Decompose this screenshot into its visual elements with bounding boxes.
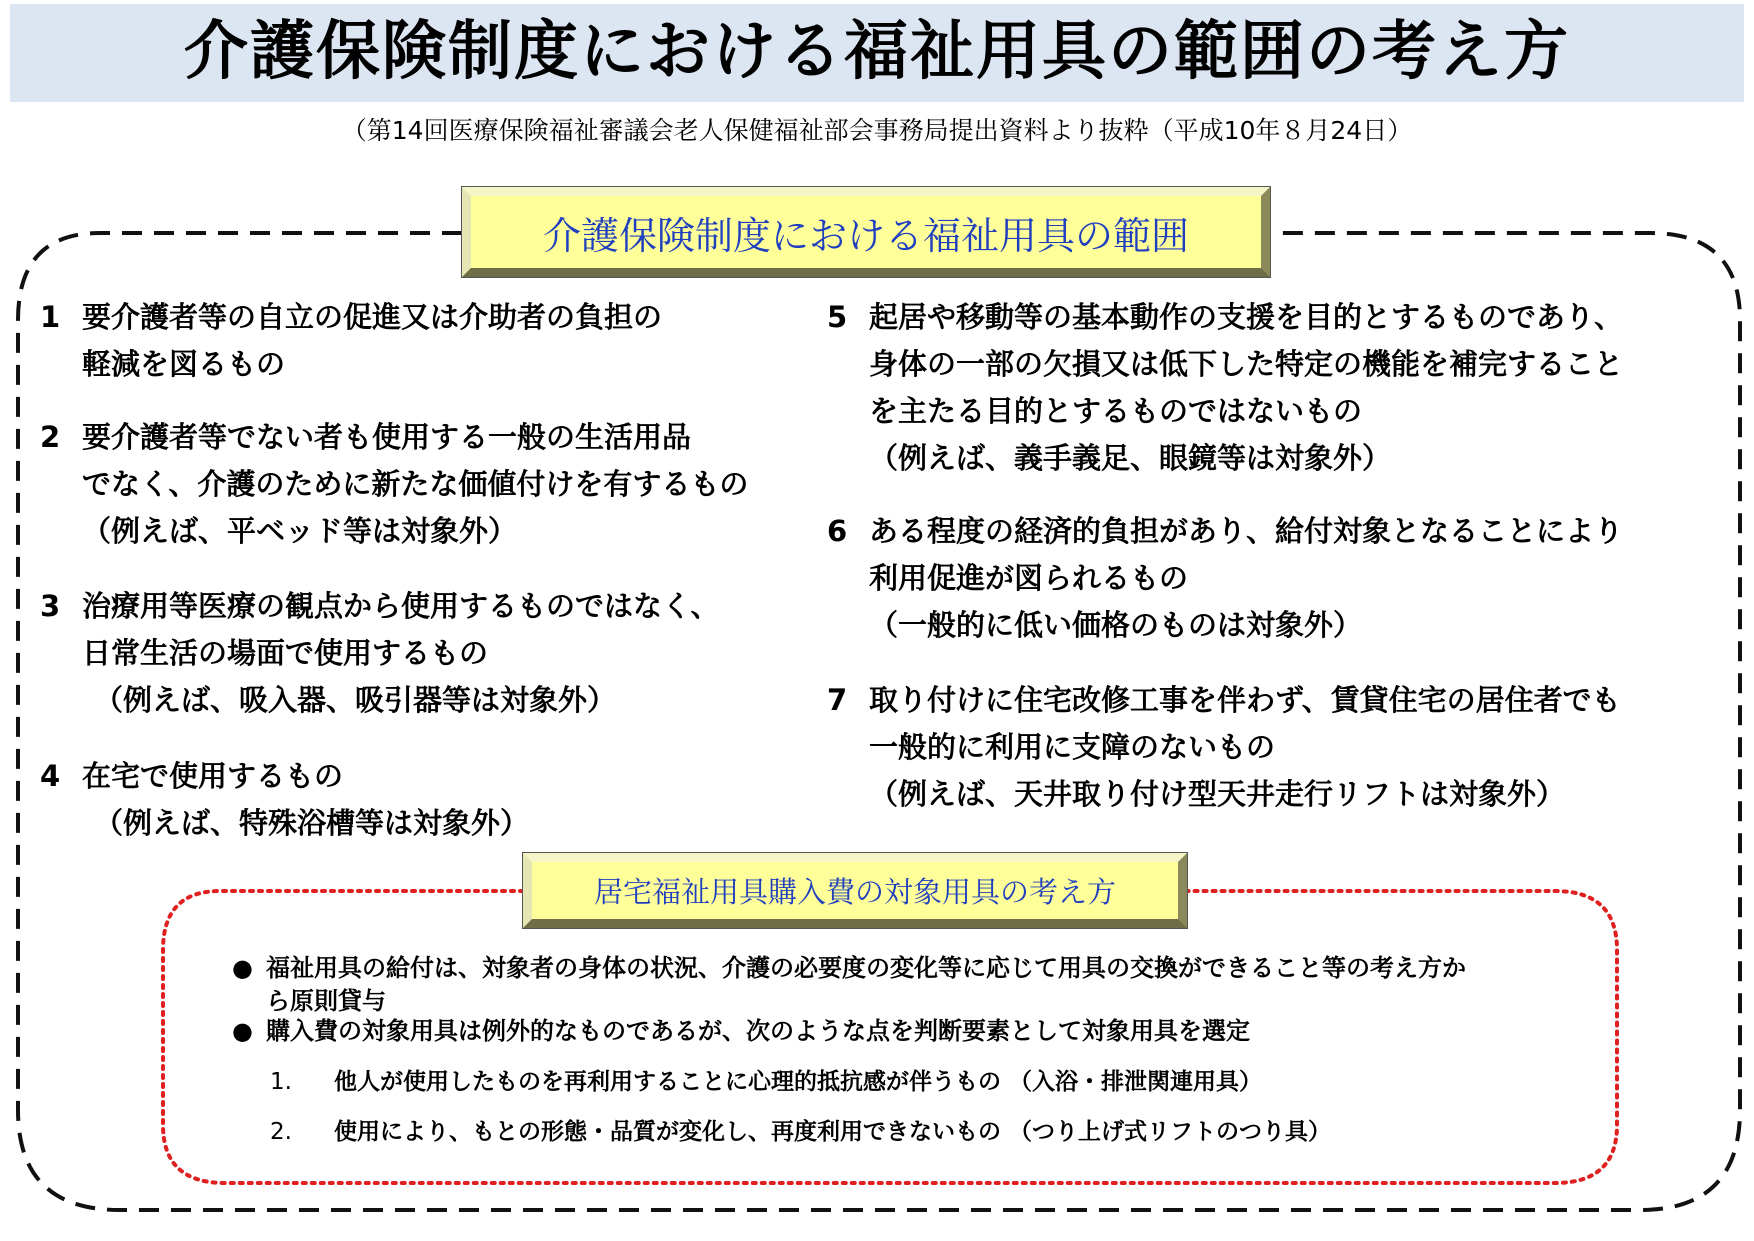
list-item: [40, 414, 748, 555]
item-line: ある程度の経済的負担があり、給付対象となることにより: [869, 514, 1624, 548]
item-line: 利用促進が図られるもの: [869, 561, 1189, 595]
list-item: [40, 583, 719, 724]
bullet-dot-icon: ●: [232, 954, 253, 982]
bullet-item: [232, 952, 1466, 1018]
item-line: （例えば、義手義足、眼鏡等は対象外）: [869, 441, 1392, 475]
item-line: （例えば、平ベッド等は対象外）: [82, 514, 518, 548]
list-item: [827, 677, 1621, 818]
scope-box: [462, 187, 1270, 277]
sub-item-number: 1.: [270, 1069, 292, 1095]
sub-item-number: 2.: [270, 1119, 292, 1145]
bullet-dot-icon: ●: [232, 1017, 253, 1045]
item-number: 7: [827, 683, 848, 717]
item-number: 6: [827, 514, 848, 548]
list-item: [827, 508, 1623, 649]
bullet-line: 福祉用具の給付は、対象者の身体の状況、介護の必要度の変化等に応じて用具の交換ができること等の考え方か: [266, 954, 1466, 982]
bullet-line: 購入費の対象用具は例外的なものであるが、次のような点を判断要素として対象用具を選定: [266, 1017, 1250, 1045]
item-line: 治療用等医療の観点から使用するものではなく、: [82, 589, 720, 623]
item-line: 要介護者等でない者も使用する一般の生活用品: [82, 420, 692, 454]
item-number: 5: [827, 300, 848, 334]
item-line: 在宅で使用するもの: [82, 759, 344, 793]
item-line: 身体の一部の欠損又は低下した特定の機能を補完すること: [869, 347, 1624, 381]
item-line: （例えば、天井取り付け型天井走行リフトは対象外）: [869, 777, 1566, 811]
sub-item: [270, 1067, 1262, 1097]
item-line: 軽減を図るもの: [82, 347, 286, 381]
purchase-box: [523, 853, 1187, 928]
source-note: （第14回医療保険福祉審議会老人保健福祉部会事務局提出資料より抜粋（平成10年８月24日）: [341, 116, 1413, 145]
item-line: 日常生活の場面で使用するもの: [82, 636, 489, 670]
sub-item: [270, 1117, 1331, 1147]
page-title: 介護保険制度における福祉用具の範囲の考え方: [184, 15, 1570, 89]
bullet-line: ら原則貸与: [266, 987, 386, 1015]
list-item: [40, 753, 529, 847]
item-number: 4: [40, 759, 61, 793]
item-line: 取り付けに住宅改修工事を伴わず、賃貸住宅の居住者でも: [869, 683, 1621, 717]
bullet-item: [232, 1015, 1250, 1048]
item-line: でなく、介護のために新たな価値付けを有するもの: [82, 467, 749, 501]
item-line: （例えば、特殊浴槽等は対象外）: [94, 806, 530, 840]
item-line: （一般的に低い価格のものは対象外）: [869, 608, 1363, 642]
item-line: 一般的に利用に支障のないもの: [869, 730, 1276, 764]
sub-item-text: 他人が使用したものを再利用することに心理的抵抗感が伴うもの （入浴・排泄関連用具）: [334, 1069, 1263, 1095]
scope-box-title: 介護保険制度における福祉用具の範囲: [542, 213, 1189, 258]
list-item: [827, 294, 1623, 482]
sub-item-text: 使用により、もとの形態・品質が変化し、再度利用できないもの （つり上げ式リフトのつり具）: [334, 1119, 1332, 1145]
item-line: （例えば、吸入器、吸引器等は対象外）: [94, 683, 617, 717]
item-number: 2: [40, 420, 61, 454]
list-item: [40, 294, 662, 388]
item-line: を主たる目的とするものではないもの: [869, 394, 1363, 428]
item-line: 起居や移動等の基本動作の支援を目的とするものであり、: [869, 300, 1624, 334]
item-line: 要介護者等の自立の促進又は介助者の負担の: [82, 300, 663, 334]
purchase-box-title: 居宅福祉用具購入費の対象用具の考え方: [593, 875, 1116, 909]
item-number: 3: [40, 589, 61, 623]
item-number: 1: [40, 300, 61, 334]
